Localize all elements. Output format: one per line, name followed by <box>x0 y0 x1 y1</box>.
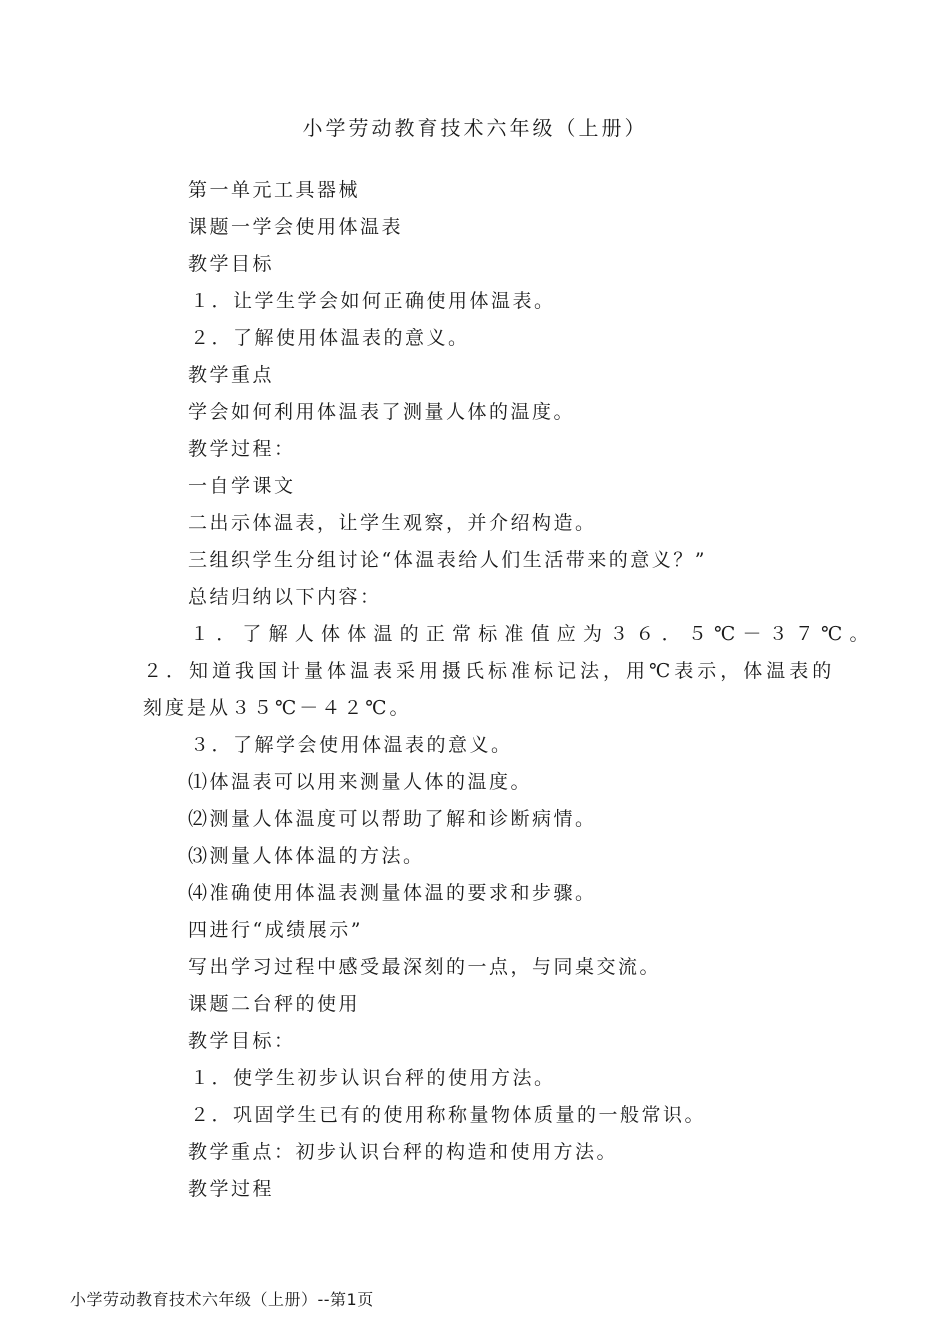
document-title: 小学劳动教育技术六年级（上册） <box>302 116 648 140</box>
process-step-3: 三组织学生分组讨论“体温表给人们生活带来的意义？” <box>188 549 707 571</box>
objective-item-2: ２．了解使用体温表的意义。 <box>190 327 470 349</box>
process-step-2: 二出示体温表，让学生观察，并介绍构造。 <box>188 512 597 534</box>
objective-item-2-2: ２．巩固学生已有的使用称称量物体质量的一般常识。 <box>190 1104 707 1126</box>
key-point-text: 学会如何利用体温表了测量人体的温度。 <box>188 401 576 423</box>
lesson-one-heading: 课题一学会使用体温表 <box>188 216 404 238</box>
objective-item-2-1: １．使学生初步认识台秤的使用方法。 <box>190 1067 556 1089</box>
summary-item-2-continued: 刻度是从３５℃－４２℃。 <box>143 697 412 719</box>
section-heading-objectives: 教学目标 <box>188 253 275 275</box>
section-heading-process: 教学过程： <box>188 438 296 460</box>
page-footer: 小学劳动教育技术六年级（上册）--第1页 <box>70 1290 374 1309</box>
lesson-two-heading: 课题二台秤的使用 <box>188 993 361 1015</box>
objective-item-1: １．让学生学会如何正确使用体温表。 <box>190 290 556 312</box>
sub-item-4: ⑷准确使用体温表测量体温的要求和步骤。 <box>188 882 597 904</box>
section-heading-objectives-2: 教学目标： <box>188 1030 296 1052</box>
key-point-text-2: 教学重点：初步认识台秤的构造和使用方法。 <box>188 1141 619 1163</box>
summary-heading: 总结归纳以下内容： <box>188 586 382 608</box>
summary-item-1: １．了解人体体温的正常标准值应为３６．５℃－３７℃。 <box>190 623 876 645</box>
unit-heading: 第一单元工具器械 <box>188 179 361 201</box>
summary-item-3: ３．了解学会使用体温表的意义。 <box>190 734 513 756</box>
sub-item-2: ⑵测量人体温度可以帮助了解和诊断病情。 <box>188 808 597 830</box>
section-heading-key-points: 教学重点 <box>188 364 275 386</box>
reflection-text: 写出学习过程中感受最深刻的一点，与同桌交流。 <box>188 956 662 978</box>
process-step-1: 一自学课文 <box>188 475 296 497</box>
sub-item-3: ⑶测量人体体温的方法。 <box>188 845 425 867</box>
process-step-4: 四进行“成绩展示” <box>188 919 363 941</box>
sub-item-1: ⑴体温表可以用来测量人体的温度。 <box>188 771 533 793</box>
section-heading-process-2: 教学过程 <box>188 1178 275 1200</box>
summary-item-2: ２．知道我国计量体温表采用摄氏标准标记法，用℃表示，体温表的 <box>143 660 836 682</box>
